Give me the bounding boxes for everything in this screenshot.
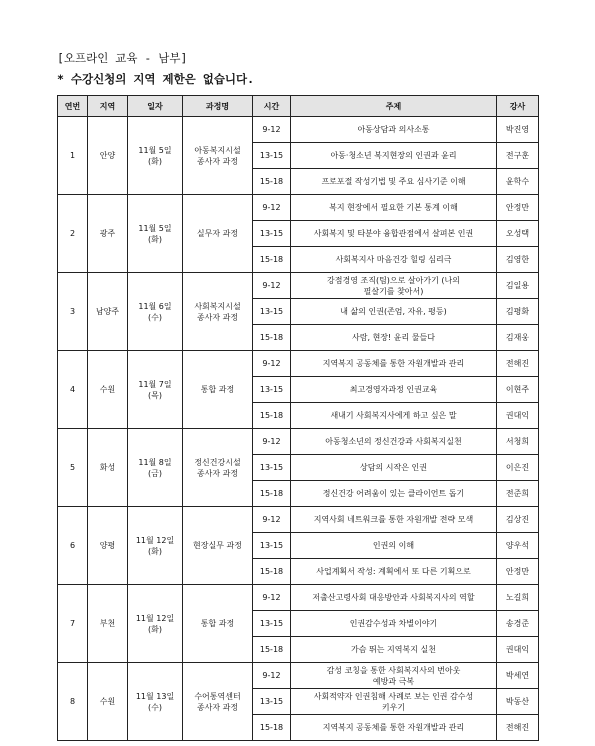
time-cell: 9-12 [253, 117, 291, 143]
lecturer-cell: 권대익 [497, 637, 539, 663]
table-row [58, 117, 539, 143]
region-cell: 화성 [88, 429, 128, 507]
region-cell: 양평 [88, 507, 128, 585]
time-cell: 9-12 [253, 585, 291, 611]
course-cell: 사회복지시설 종사자 과정 [183, 273, 253, 351]
course-cell: 통합 과정 [183, 351, 253, 429]
course-cell: 아동복지시설 종사자 과정 [183, 117, 253, 195]
topic-cell: 프로포절 작성기법 및 주요 심사기준 이해 [291, 169, 497, 195]
column-header: 주제 [291, 96, 497, 117]
lecturer-cell: 윤학수 [497, 169, 539, 195]
topic-cell: 인권의 이해 [291, 533, 497, 559]
topic-cell: 저출산고령사회 대응방안과 사회복지사의 역할 [291, 585, 497, 611]
row-number-cell: 2 [58, 195, 88, 273]
topic-cell: 상담의 시작은 인권 [291, 455, 497, 481]
date-cell: 11월 6일 (수) [128, 273, 183, 351]
region-cell: 안양 [88, 117, 128, 195]
lecturer-cell: 오성택 [497, 221, 539, 247]
time-cell: 13-15 [253, 689, 291, 715]
topic-cell: 가슴 뛰는 지역복지 실천 [291, 637, 497, 663]
row-number-cell: 6 [58, 507, 88, 585]
course-cell: 현장실무 과정 [183, 507, 253, 585]
time-cell: 15-18 [253, 637, 291, 663]
column-header: 지역 [88, 96, 128, 117]
topic-cell: 새내기 사회복지사에게 하고 싶은 말 [291, 403, 497, 429]
time-cell: 15-18 [253, 247, 291, 273]
topic-cell: 정신건강 어려움이 있는 클라이언트 돕기 [291, 481, 497, 507]
topic-cell: 최고경영자과정 인권교육 [291, 377, 497, 403]
column-header: 시간 [253, 96, 291, 117]
time-cell: 9-12 [253, 273, 291, 299]
lecturer-cell: 김영한 [497, 247, 539, 273]
notice-text: * 수강신청의 지역 제한은 없습니다. [57, 72, 255, 86]
table-row [58, 507, 539, 533]
time-cell: 13-15 [253, 377, 291, 403]
column-header: 강사 [497, 96, 539, 117]
lecturer-cell: 이현주 [497, 377, 539, 403]
topic-cell: 사회복지사 마음건강 힐링 심리극 [291, 247, 497, 273]
topic-cell: 사람, 현장! 윤리 물들다 [291, 325, 497, 351]
row-number-cell: 4 [58, 351, 88, 429]
topic-cell: 아동·청소년 복지현장의 인권과 윤리 [291, 143, 497, 169]
row-number-cell: 5 [58, 429, 88, 507]
lecturer-cell: 김평화 [497, 299, 539, 325]
lecturer-cell: 노길희 [497, 585, 539, 611]
lecturer-cell: 전준희 [497, 481, 539, 507]
date-cell: 11월 12일 (화) [128, 507, 183, 585]
region-cell: 광주 [88, 195, 128, 273]
lecturer-cell: 안정만 [497, 195, 539, 221]
topic-cell: 내 삶의 인권(존엄, 자유, 평등) [291, 299, 497, 325]
topic-cell: 아동상담과 의사소통 [291, 117, 497, 143]
lecturer-cell: 박세연 [497, 663, 539, 689]
lecturer-cell: 김상진 [497, 507, 539, 533]
table-row [58, 429, 539, 455]
time-cell: 9-12 [253, 429, 291, 455]
table-row [58, 663, 539, 689]
row-number-cell: 8 [58, 663, 88, 741]
time-cell: 13-15 [253, 221, 291, 247]
lecturer-cell: 박진영 [497, 117, 539, 143]
time-cell: 15-18 [253, 559, 291, 585]
date-cell: 11월 7일 (목) [128, 351, 183, 429]
lecturer-cell: 전해진 [497, 351, 539, 377]
time-cell: 15-18 [253, 325, 291, 351]
table-row [58, 273, 539, 299]
topic-cell: 지역복지 공동체를 통한 자원개발과 관리 [291, 351, 497, 377]
time-cell: 15-18 [253, 169, 291, 195]
region-cell: 부천 [88, 585, 128, 663]
lecturer-cell: 김재웅 [497, 325, 539, 351]
course-cell: 실무자 과정 [183, 195, 253, 273]
lecturer-cell: 전해진 [497, 715, 539, 741]
topic-cell: 지역사회 네트워크를 통한 자원개발 전략 모색 [291, 507, 497, 533]
lecturer-cell: 송경준 [497, 611, 539, 637]
topic-cell: 감성 코칭을 통한 사회복지사의 번아웃 예방과 극복 [291, 663, 497, 689]
region-cell: 남양주 [88, 273, 128, 351]
lecturer-cell: 이은진 [497, 455, 539, 481]
row-number-cell: 7 [58, 585, 88, 663]
course-cell: 수어통역센터 종사자 과정 [183, 663, 253, 741]
table-row [58, 195, 539, 221]
schedule-table [57, 95, 539, 741]
course-cell: 통합 과정 [183, 585, 253, 663]
time-cell: 13-15 [253, 143, 291, 169]
table-row [58, 585, 539, 611]
region-cell: 수원 [88, 351, 128, 429]
date-cell: 11월 5일 (화) [128, 195, 183, 273]
lecturer-cell: 서청희 [497, 429, 539, 455]
topic-cell: 지역복지 공동체를 통한 자원개발과 관리 [291, 715, 497, 741]
time-cell: 15-18 [253, 403, 291, 429]
topic-cell: 사회적약자 인권침해 사례로 보는 인권 감수성 키우기 [291, 689, 497, 715]
time-cell: 13-15 [253, 299, 291, 325]
topic-cell: 복지 현장에서 필요한 기본 통계 이해 [291, 195, 497, 221]
column-header: 연번 [58, 96, 88, 117]
lecturer-cell: 김일용 [497, 273, 539, 299]
time-cell: 9-12 [253, 195, 291, 221]
topic-cell: 인권감수성과 차별이야기 [291, 611, 497, 637]
time-cell: 13-15 [253, 455, 291, 481]
time-cell: 9-12 [253, 351, 291, 377]
topic-cell: 강점경영 조직(팀)으로 살아가기 (나의 필살기를 찾아서) [291, 273, 497, 299]
lecturer-cell: 권대익 [497, 403, 539, 429]
lecturer-cell: 안정만 [497, 559, 539, 585]
date-cell: 11월 13일 (수) [128, 663, 183, 741]
course-cell: 정신건강시설 종사자 과정 [183, 429, 253, 507]
section-title: [오프라인 교육 - 남부] [57, 51, 188, 65]
table-header-row [58, 96, 539, 117]
row-number-cell: 1 [58, 117, 88, 195]
row-number-cell: 3 [58, 273, 88, 351]
date-cell: 11월 8일 (금) [128, 429, 183, 507]
lecturer-cell: 박동산 [497, 689, 539, 715]
time-cell: 9-12 [253, 663, 291, 689]
lecturer-cell: 전구훈 [497, 143, 539, 169]
table-row [58, 351, 539, 377]
topic-cell: 아동청소년의 정신건강과 사회복지실천 [291, 429, 497, 455]
time-cell: 15-18 [253, 715, 291, 741]
date-cell: 11월 5일 (화) [128, 117, 183, 195]
date-cell: 11월 12일 (화) [128, 585, 183, 663]
topic-cell: 사회복지 및 타분야 융합관점에서 살펴본 인권 [291, 221, 497, 247]
topic-cell: 사업계획서 작성: 계획에서 또 다른 기획으로 [291, 559, 497, 585]
time-cell: 9-12 [253, 507, 291, 533]
lecturer-cell: 양우석 [497, 533, 539, 559]
column-header: 과정명 [183, 96, 253, 117]
time-cell: 13-15 [253, 611, 291, 637]
column-header: 일자 [128, 96, 183, 117]
time-cell: 13-15 [253, 533, 291, 559]
region-cell: 수원 [88, 663, 128, 741]
time-cell: 15-18 [253, 481, 291, 507]
table-body [58, 117, 539, 741]
